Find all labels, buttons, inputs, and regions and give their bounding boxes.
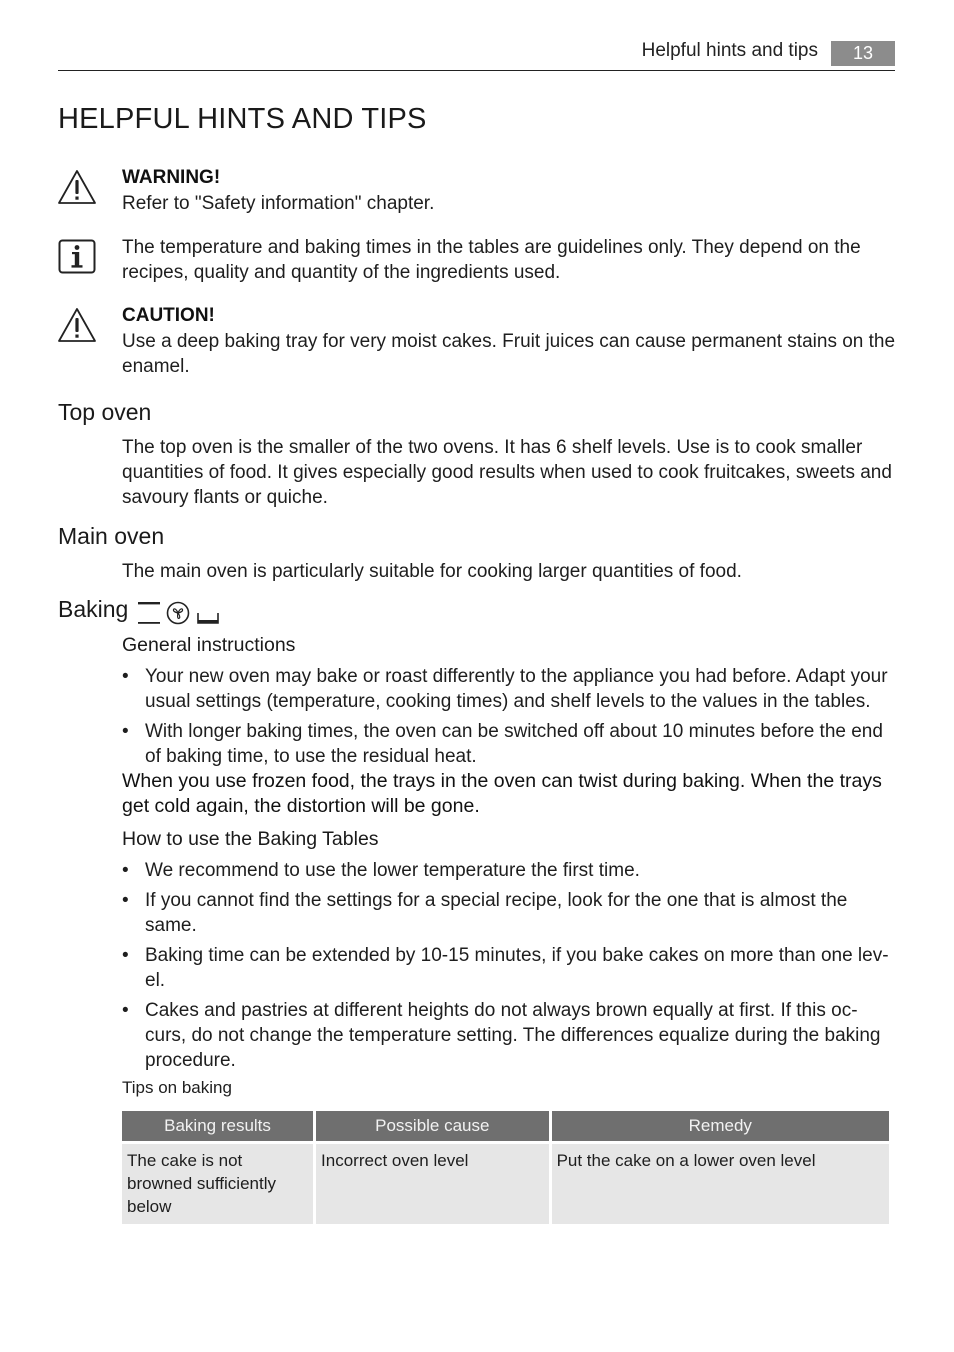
page-title: HELPFUL HINTS AND TIPS bbox=[58, 103, 427, 135]
top-oven-text: The top oven is the smaller of the two ovens. It has 6 shelf levels. Use is to cook smaller quantities of food. It gives especially good results when used to cook fruitcakes, sweets and savoury flants or quiche. bbox=[122, 437, 892, 508]
bullet: • bbox=[122, 890, 129, 911]
list-item-text: Baking time can be extended by 10-15 minutes, if you bake cakes on more than one lev-el. bbox=[145, 945, 889, 991]
warning-label: WARNING! bbox=[122, 167, 221, 188]
column-header: Remedy bbox=[552, 1111, 889, 1141]
bullet: • bbox=[122, 721, 129, 742]
table-cell: Incorrect oven level bbox=[316, 1144, 549, 1224]
baking-tables-heading: How to use the Baking Tables bbox=[122, 828, 379, 850]
general-instructions-heading: General instructions bbox=[122, 634, 296, 656]
top-oven-heading: Top oven bbox=[58, 399, 152, 425]
list-item bbox=[122, 888, 897, 938]
list-item-text: Cakes and pastries at different heights do not always brown equally at first. If this oc-curs, do not change the temperature setting. The differences equalize during the baking procedure. bbox=[145, 1000, 881, 1071]
list-item-text: If you cannot find the settings for a special recipe, look for the one that is almost the same. bbox=[145, 890, 848, 936]
list-item bbox=[122, 664, 897, 714]
fan-icon bbox=[166, 601, 190, 625]
bottom-heat-icon bbox=[196, 605, 220, 627]
baking-heading: Baking bbox=[58, 596, 129, 622]
bullet: • bbox=[122, 1000, 129, 1021]
info-text: The temperature and baking times in the tables are guidelines only. They depend on the recipes, quality and quantity of the ingredients used. bbox=[122, 237, 861, 283]
running-title: Helpful hints and tips bbox=[641, 40, 818, 61]
header-rule bbox=[58, 70, 895, 71]
warning-text: Refer to "Safety information" chapter. bbox=[122, 193, 435, 214]
list-item bbox=[122, 943, 897, 993]
bullet: • bbox=[122, 945, 129, 966]
info-icon bbox=[57, 238, 97, 276]
list-item bbox=[122, 998, 897, 1073]
caution-text: Use a deep baking tray for very moist cakes. Fruit juices can cause permanent stains on the enamel. bbox=[122, 331, 896, 377]
general-instructions-list bbox=[122, 664, 897, 774]
baking-tables-list bbox=[122, 858, 897, 1078]
column-header: Possible cause bbox=[316, 1111, 549, 1141]
list-item-text: We recommend to use the lower temperature the first time. bbox=[145, 860, 640, 881]
table-header-row bbox=[122, 1111, 889, 1141]
main-oven-heading: Main oven bbox=[58, 523, 165, 549]
list-item bbox=[122, 719, 897, 769]
page-number: 13 bbox=[831, 41, 895, 66]
frozen-food-note: When you use frozen food, the trays in the oven can twist during baking. When the trays get cold again, the distortion will be gone. bbox=[122, 770, 882, 817]
top-heat-icon bbox=[136, 600, 162, 626]
warning-triangle-icon bbox=[57, 168, 97, 206]
tips-caption: Tips on baking bbox=[122, 1078, 232, 1097]
list-item bbox=[122, 858, 897, 883]
bullet: • bbox=[122, 860, 129, 881]
caution-label: CAUTION! bbox=[122, 305, 215, 326]
list-item-text: Your new oven may bake or roast differently to the appliance you had before. Adapt your usual settings (temperature, cooking times) and shelf levels to the values in the tables. bbox=[145, 666, 888, 712]
tips-table bbox=[119, 1111, 892, 1224]
bullet: • bbox=[122, 666, 129, 687]
column-header: Baking results bbox=[122, 1111, 313, 1141]
table-row bbox=[122, 1144, 889, 1224]
main-oven-text: The main oven is particularly suitable for cooking larger quantities of food. bbox=[122, 561, 742, 582]
table-cell: Put the cake on a lower oven level bbox=[552, 1144, 889, 1224]
table-cell: The cake is not browned sufficiently below bbox=[122, 1144, 313, 1224]
list-item-text: With longer baking times, the oven can be switched off about 10 minutes before the end of baking time, to use the residual heat. bbox=[145, 721, 883, 767]
caution-triangle-icon bbox=[57, 306, 97, 344]
